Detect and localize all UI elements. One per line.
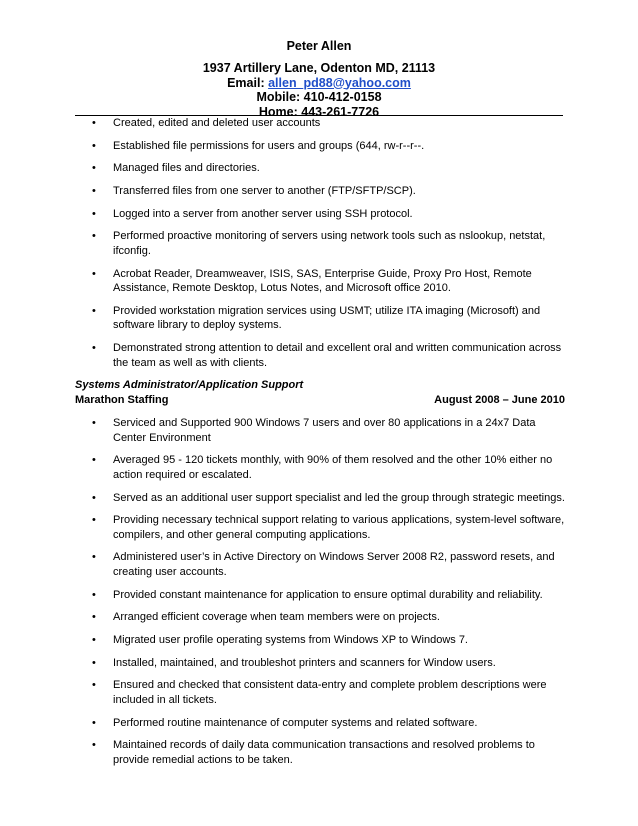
bullet-item xyxy=(75,738,565,767)
bullet-icon: • xyxy=(92,588,96,601)
bullet-text: Logged into a server from another server using SSH protocol. xyxy=(113,207,413,220)
bullet-icon: • xyxy=(92,207,96,220)
bullet-item xyxy=(75,610,565,625)
bullet-icon: • xyxy=(92,230,96,243)
bullet-item xyxy=(75,161,565,176)
bullet-icon: • xyxy=(92,491,96,504)
bullet-text: Provided constant maintenance for application to ensure optimal durability and reliability. xyxy=(113,588,543,601)
bullet-text: Created, edited and deleted user accounts xyxy=(113,117,321,129)
job-dates: August 2008 – June 2010 xyxy=(434,393,565,406)
bullet-item xyxy=(75,656,565,671)
bullet-text: Managed files and directories. xyxy=(113,162,260,175)
resume-header xyxy=(0,38,638,119)
bullet-icon: • xyxy=(92,304,96,317)
bullet-icon: • xyxy=(92,454,96,467)
bullet-text: Migrated user profile operating systems from Windows XP to Windows 7. xyxy=(113,634,468,646)
bullet-item xyxy=(75,229,565,258)
resume-content xyxy=(75,116,565,775)
bullet-item xyxy=(75,716,565,731)
job-title: Systems Administrator/Application Support xyxy=(75,379,304,392)
bullet-item xyxy=(75,341,565,370)
home-line: Home: 443-261-7726 xyxy=(258,104,380,119)
email-line xyxy=(0,76,638,91)
bullet-text: Averaged 95 - 120 tickets monthly, with 90% of them resolved and the other 10% either no action required or escalated. xyxy=(113,454,553,481)
bullet-icon: • xyxy=(92,185,96,198)
bullet-item xyxy=(75,588,565,603)
bullet-icon: • xyxy=(92,634,96,646)
bullet-text: Administered user’s in Active Directory on Windows Server 2008 R2, password resets, and creating user accounts. xyxy=(113,551,555,578)
bullet-icon: • xyxy=(92,514,96,527)
bullet-icon: • xyxy=(92,611,96,624)
bullet-icon: • xyxy=(92,162,96,175)
bullet-icon: • xyxy=(92,342,96,354)
bullet-item xyxy=(75,491,565,506)
bullet-icon: • xyxy=(92,551,96,564)
email-label: Email: xyxy=(227,75,269,90)
applicant-name: Peter Allen xyxy=(286,39,352,53)
bullet-text: Serviced and Supported 900 Windows 7 users and over 80 applications in a 24x7 Data Center Environment xyxy=(113,417,536,444)
job-heading xyxy=(75,378,565,407)
bullet-item xyxy=(75,116,565,131)
job1-bullet-list xyxy=(75,116,565,370)
bullet-text: Installed, maintained, and troubleshot printers and scanners for Window users. xyxy=(113,656,496,669)
bullet-text: Served as an additional user support specialist and led the group through strategic meetings. xyxy=(113,491,565,504)
bullet-item xyxy=(75,267,565,296)
bullet-text: Demonstrated strong attention to detail and excellent oral and written communication across the team as well as with clients. xyxy=(113,342,562,369)
bullet-item xyxy=(75,207,565,222)
bullet-icon: • xyxy=(92,679,96,692)
email-link[interactable]: allen_pd88@yahoo.com xyxy=(268,75,411,90)
bullet-text: Transferred files from one server to another (FTP/SFTP/SCP). xyxy=(113,185,416,198)
bullet-item xyxy=(75,678,565,707)
bullet-icon: • xyxy=(92,739,96,752)
bullet-item xyxy=(75,416,565,445)
bullet-icon: • xyxy=(92,139,96,152)
bullet-icon: • xyxy=(92,716,96,729)
bullet-text: Ensured and checked that consistent data-entry and complete problem descriptions were included in all tickets. xyxy=(113,679,547,706)
bullet-icon: • xyxy=(92,417,96,430)
bullet-icon: • xyxy=(92,656,96,669)
bullet-item xyxy=(75,139,565,154)
bullet-item xyxy=(75,633,565,648)
bullet-icon: • xyxy=(92,267,96,280)
job-company-row xyxy=(75,393,565,408)
bullet-text: Established file permissions for users and groups (644, rw-r--r--. xyxy=(113,139,425,152)
bullet-text: Provided workstation migration services using USMT; utilize ITA imaging (Microsoft) and software library to deploy systems. xyxy=(113,304,541,332)
company-name: Marathon Staffing xyxy=(75,393,169,406)
bullet-text: Acrobat Reader, Dreamweaver, ISIS, SAS, Enterprise Guide, Proxy Pro Host, Remote Assistance, Remote Desktop, Lotus Notes, and Microsoft office 2010. xyxy=(113,267,532,295)
bullet-text: Providing necessary technical support relating to various applications, system-level software, compilers, and other general computing applications. xyxy=(113,514,565,541)
bullet-icon: • xyxy=(92,117,96,129)
mobile-line: Mobile: 410-412-0158 xyxy=(256,90,382,104)
bullet-item xyxy=(75,184,565,199)
bullet-item xyxy=(75,304,565,333)
bullet-text: Arranged efficient coverage when team members were on projects. xyxy=(113,611,440,624)
bullet-text: Performed proactive monitoring of servers using network tools such as nslookup, netstat, ifconfig. xyxy=(113,230,546,257)
bullet-item xyxy=(75,550,565,579)
bullet-item xyxy=(75,453,565,482)
address-line: 1937 Artillery Lane, Odenton MD, 21113 xyxy=(202,61,436,75)
bullet-text: Maintained records of daily data communication transactions and resolved problems to provide remedial actions to be taken. xyxy=(113,739,535,766)
job2-bullet-list xyxy=(75,416,565,767)
bullet-item xyxy=(75,513,565,542)
bullet-text: Performed routine maintenance of computer systems and related software. xyxy=(113,716,478,729)
